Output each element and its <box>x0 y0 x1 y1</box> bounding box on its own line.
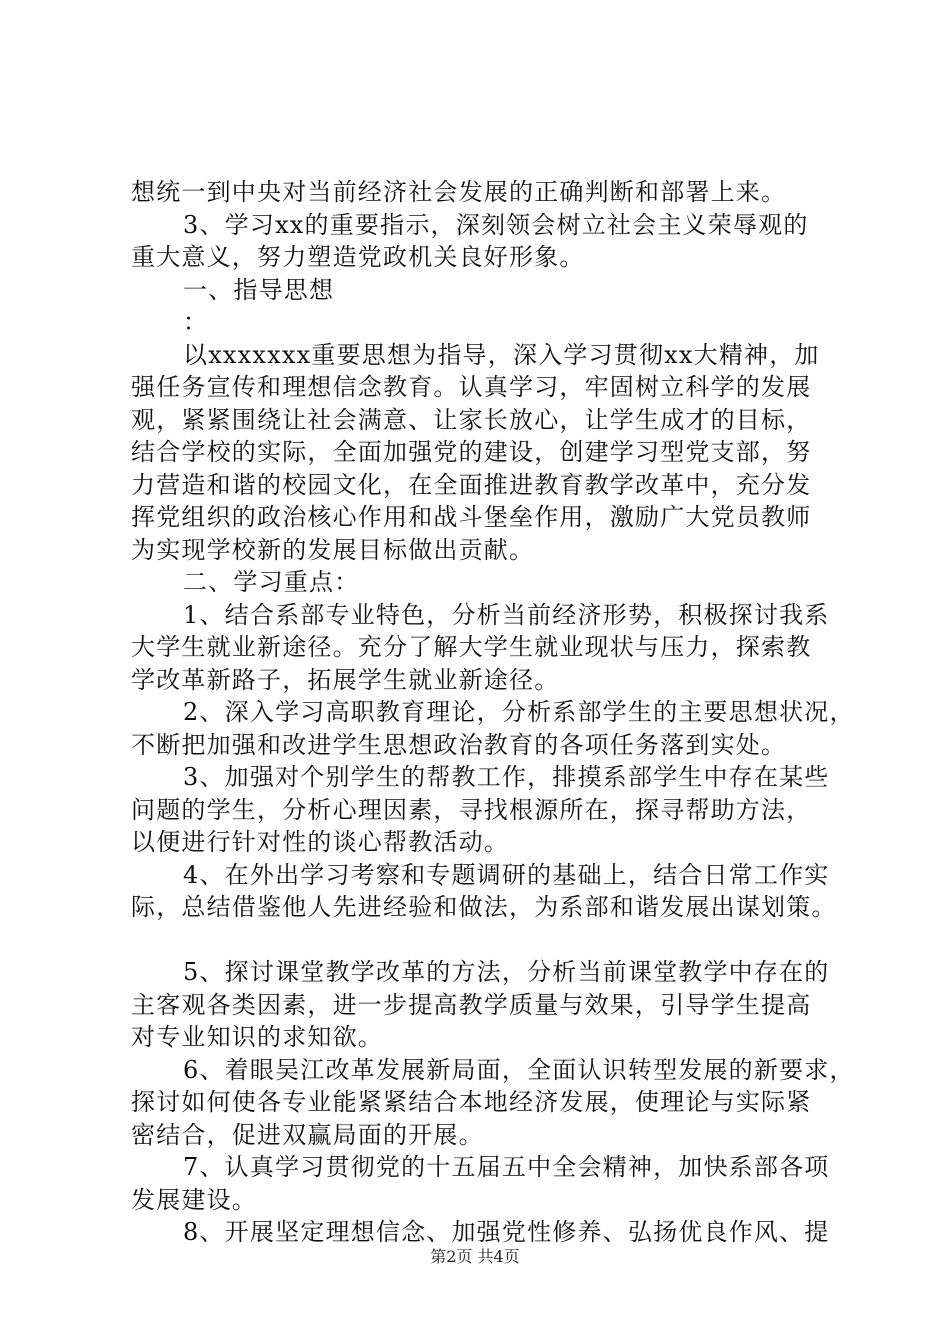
paragraph-line: ： <box>183 308 209 336</box>
paragraph-line: 大学生就业新途径。充分了解大学生就业现状与压力，探索教 <box>131 633 812 661</box>
paragraph-line: 6、着眼吴江改革发展新局面，全面认识转型发展的新要求， <box>183 1055 855 1084</box>
paragraph-line: 4、在外出学习考察和专题调研的基础上，结合日常工作实 <box>183 860 830 889</box>
paragraph-line: 际，总结借鉴他人先进经验和做法，为系部和谐发展出谋划策。 <box>131 893 837 921</box>
paragraph-line: 问题的学生，分析心理因素，寻找根源所在，探寻帮助方法， <box>131 795 812 824</box>
paragraph-line: 观，紧紧围绕让社会满意、让家长放心，让学生成才的目标， <box>131 405 812 434</box>
page-number-footer: 第2页 共4页 <box>430 1247 520 1266</box>
paragraph-line: 3、学习xx的重要指示，深刻领会树立社会主义荣辱观的 <box>183 210 809 239</box>
paragraph-line: 主客观各类因素，进一步提高教学质量与效果，引导学生提高 <box>131 990 812 1019</box>
paragraph-line: 强任务宣传和理想信念教育。认真学习，牢固树立科学的发展 <box>131 373 812 401</box>
paragraph-line: 想统一到中央对当前经济社会发展的正确判断和部署上来。 <box>131 178 787 206</box>
paragraph-line: 1、结合系部专业特色，分析当前经济形势，积极探讨我系 <box>183 600 830 629</box>
paragraph-line: 7、认真学习贯彻党的十五届五中全会精神，加快系部各项 <box>183 1153 830 1181</box>
paragraph-line: 不断把加强和改进学生思想政治教育的各项任务落到实处。 <box>131 730 787 759</box>
paragraph-line: 密结合，促进双赢局面的开展。 <box>131 1120 484 1149</box>
paragraph-line: 探讨如何使各专业能紧紧结合本地经济发展，使理论与实际紧 <box>131 1088 812 1116</box>
paragraph-line: 5、探讨课堂教学改革的方法，分析当前课堂教学中存在的 <box>183 958 830 986</box>
paragraph-line: 为实现学校新的发展目标做出贡献。 <box>131 535 535 564</box>
paragraph-line: 发展建设。 <box>131 1185 257 1214</box>
paragraph-line: 对专业知识的求知欲。 <box>131 1023 383 1051</box>
paragraph-line: 2、深入学习高职教育理论，分析系部学生的主要思想状况， <box>183 698 855 726</box>
section-heading: 一、指导思想 <box>183 275 335 304</box>
blank-line <box>131 924 831 957</box>
paragraph-line: 挥党组织的政治核心作用和战斗堡垒作用，激励广大党员教师 <box>131 503 812 531</box>
section-heading: 二、学习重点： <box>183 568 360 596</box>
paragraph-line: 3、加强对个别学生的帮教工作，排摸系部学生中存在某些 <box>183 763 830 791</box>
paragraph-line: 重大意义，努力塑造党政机关良好形象。 <box>131 243 585 271</box>
paragraph-line: 8、开展坚定理想信念、加强党性修养、弘扬优良作风、提 <box>183 1218 830 1246</box>
document-body <box>131 176 855 1249</box>
paragraph-line: 以便进行针对性的谈心帮教活动。 <box>131 828 509 856</box>
paragraph-line: 学改革新路子，拓展学生就业新途径。 <box>131 665 560 694</box>
paragraph-line: 力营造和谐的校园文化，在全面推进教育教学改革中，充分发 <box>131 470 812 499</box>
paragraph-line: 结合学校的实际，全面加强党的建设，创建学习型党支部，努 <box>131 438 812 466</box>
paragraph-line: 以xxxxxxx重要思想为指导，深入学习贯彻xx大精神，加 <box>183 340 820 369</box>
